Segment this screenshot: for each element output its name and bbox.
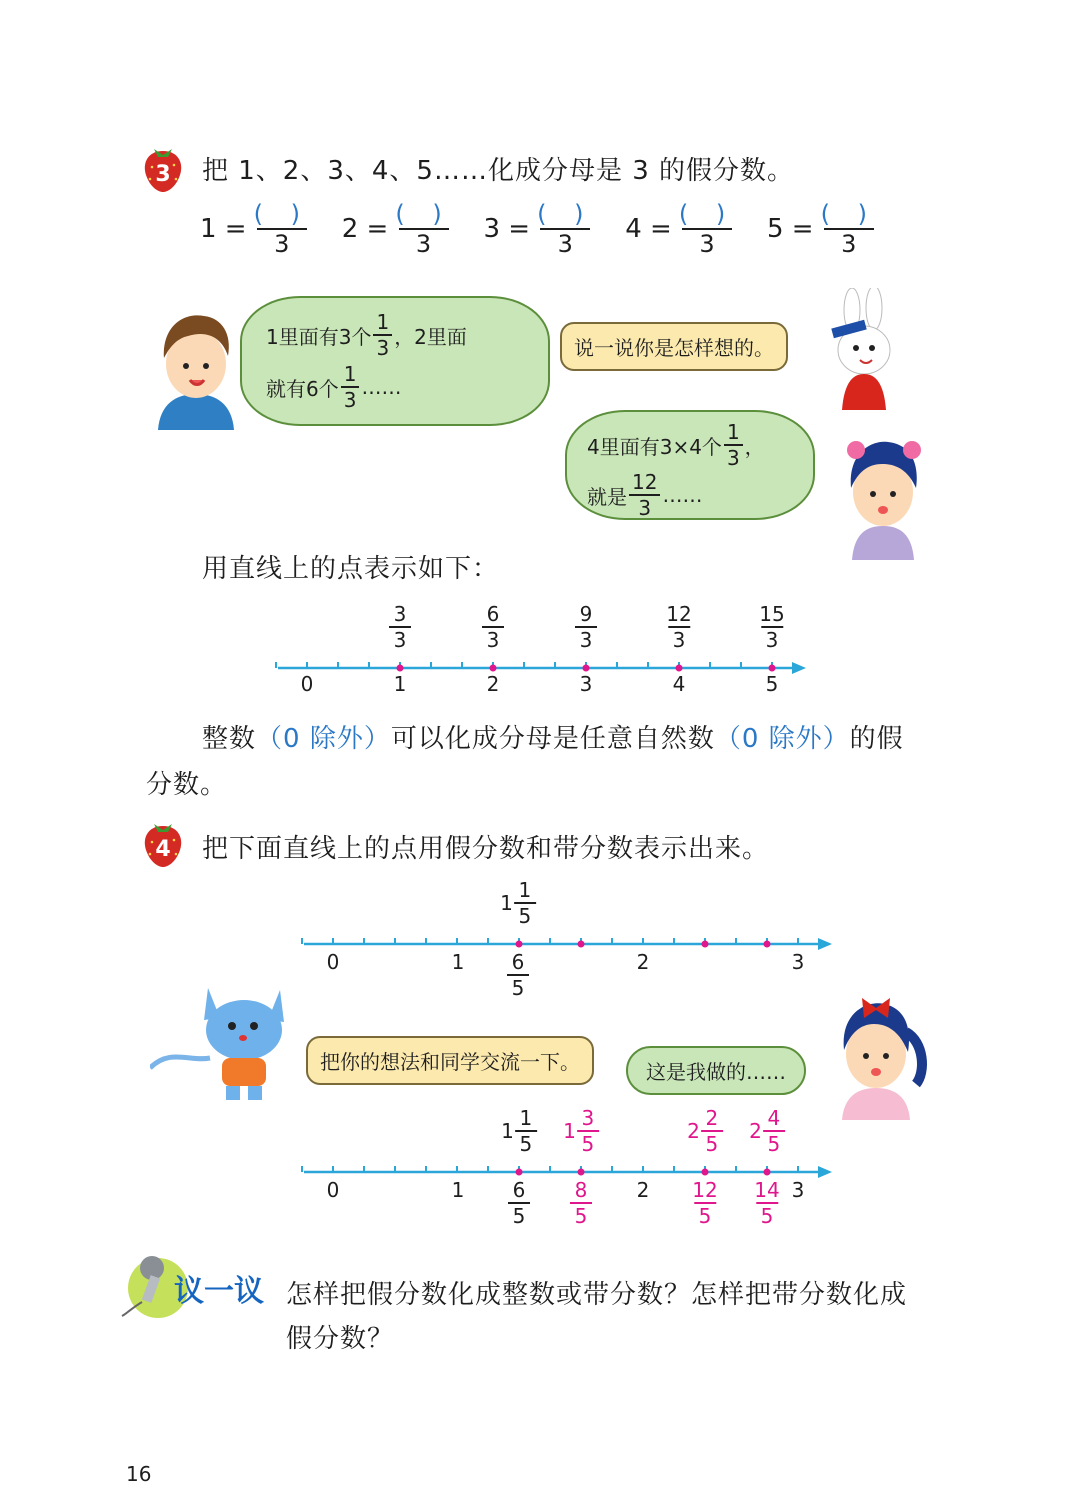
eq-fraction xyxy=(534,202,596,256)
point-marker xyxy=(676,665,683,672)
axis-svg xyxy=(270,640,830,710)
denominator: 3 xyxy=(765,628,779,652)
tick-label: 2 xyxy=(636,1178,650,1202)
strawberry-badge-3 xyxy=(140,143,186,193)
numerator: 2 xyxy=(705,1106,719,1130)
point-marker xyxy=(764,1169,771,1176)
mixed-number-label xyxy=(687,1108,723,1154)
fraction-label xyxy=(756,604,787,650)
axis-svg xyxy=(300,920,840,974)
blank-numerator[interactable]: ( ) xyxy=(395,200,452,228)
denominator: 5 xyxy=(581,1132,595,1156)
blank-numerator[interactable]: ( ) xyxy=(253,200,310,228)
numerator: 14 xyxy=(754,1178,780,1202)
numerator: 1 xyxy=(726,420,740,444)
denominator: 5 xyxy=(519,1132,533,1156)
fraction-label xyxy=(575,604,597,650)
numerator: 12 xyxy=(666,602,692,626)
tick-label: 1 xyxy=(451,1178,465,1202)
conclusion-text: 的假 xyxy=(849,724,904,754)
tick-label: 5 xyxy=(765,672,779,696)
exercise-number: 4 xyxy=(155,837,171,862)
numerator: 1 xyxy=(519,1106,533,1130)
point-marker xyxy=(490,665,497,672)
tick-label: 0 xyxy=(326,950,340,974)
denominator: 3 xyxy=(557,230,573,258)
fraction xyxy=(373,312,392,358)
boy-character xyxy=(148,308,243,430)
discuss-title: 议一议 xyxy=(174,1274,264,1309)
denominator: 3 xyxy=(343,388,357,412)
numerator: 6 xyxy=(486,602,500,626)
number-line-fifths-question xyxy=(300,880,840,1000)
point-marker xyxy=(702,1169,709,1176)
improper-fraction-label xyxy=(689,1180,720,1226)
denominator: 3 xyxy=(841,230,857,258)
denominator: 3 xyxy=(672,628,686,652)
bubble-text: …… xyxy=(361,375,402,399)
point-marker xyxy=(769,665,776,672)
whole-part: 1 xyxy=(501,1119,514,1143)
denominator: 3 xyxy=(638,496,652,520)
eq-fraction xyxy=(392,202,454,256)
point-marker xyxy=(516,941,523,948)
mixed-number-label xyxy=(500,880,536,926)
page-number: 16 xyxy=(126,1462,152,1486)
ex4-instruction: 把下面直线上的点用假分数和带分数表示出来。 xyxy=(202,834,770,864)
point-marker xyxy=(583,665,590,672)
fraction xyxy=(341,364,360,410)
conclusion-paren: （0 除外） xyxy=(714,724,850,754)
boy-speech-bubble xyxy=(240,296,550,426)
eq-lhs: 3 = xyxy=(483,214,531,244)
fraction-label xyxy=(663,604,694,650)
tick-label: 1 xyxy=(451,950,465,974)
equation xyxy=(484,202,597,256)
denominator: 3 xyxy=(579,628,593,652)
fraction xyxy=(724,422,743,468)
bubble-text: 1里面有3个 xyxy=(266,324,372,349)
denominator: 3 xyxy=(393,628,407,652)
mixed-number-label xyxy=(563,1108,599,1154)
point-marker xyxy=(764,941,771,948)
eq-fraction xyxy=(676,202,738,256)
conclusion-text: 整数 xyxy=(202,724,257,754)
improper-fraction-label xyxy=(751,1180,782,1226)
numerator: 9 xyxy=(579,602,593,626)
improper-fraction-label xyxy=(570,1180,592,1226)
cat-speech-bubble: 把你的想法和同学交流一下。 xyxy=(306,1036,594,1085)
numerator: 3 xyxy=(581,1106,595,1130)
improper-fraction-label xyxy=(508,1180,530,1226)
line-intro: 用直线上的点表示如下： xyxy=(202,554,500,584)
conclusion-paren: （0 除外） xyxy=(256,724,391,754)
numerator: 12 xyxy=(692,1178,718,1202)
ex3-equations xyxy=(200,202,880,256)
fraction-label xyxy=(389,604,411,650)
mixed-number-label xyxy=(749,1108,785,1154)
bubble-text: ，2里面 xyxy=(394,324,467,349)
strawberry-badge-4 xyxy=(140,818,186,868)
denominator: 5 xyxy=(518,904,532,928)
numerator: 1 xyxy=(518,878,532,902)
denominator: 5 xyxy=(767,1132,781,1156)
whole-part: 1 xyxy=(563,1119,576,1143)
denominator: 5 xyxy=(574,1204,588,1228)
ex3-instruction: 把 1、2、3、4、5……化成分母是 3 的假分数。 xyxy=(202,156,795,186)
denominator: 3 xyxy=(415,230,432,258)
rabbit-speech-bubble: 说一说你是怎样想的。 xyxy=(560,322,788,371)
eq-lhs: 2 = xyxy=(341,214,389,244)
numerator: 1 xyxy=(376,310,390,334)
tick-label: 3 xyxy=(791,1178,805,1202)
girl2-character xyxy=(828,992,928,1120)
fraction-label xyxy=(482,604,504,650)
tick-label: 3 xyxy=(579,672,593,696)
cat-character xyxy=(150,978,300,1103)
conclusion xyxy=(202,718,962,755)
eq-lhs: 1 = xyxy=(200,214,247,244)
improper-fraction-label xyxy=(507,952,529,998)
eq-fraction xyxy=(251,202,313,256)
whole-part: 1 xyxy=(500,891,513,915)
equation xyxy=(767,202,880,256)
conclusion-text: 可以化成分母是任意自然数 xyxy=(390,724,715,754)
numerator: 4 xyxy=(767,1106,781,1130)
mixed-number-label xyxy=(501,1108,537,1154)
tick-label: 2 xyxy=(486,672,500,696)
tick-label: 1 xyxy=(393,672,407,696)
bubble-text: …… xyxy=(662,483,703,507)
denominator: 3 xyxy=(376,336,390,360)
rabbit-character xyxy=(822,288,902,410)
bubble-text: 就是 xyxy=(587,484,627,509)
strawberry-icon xyxy=(140,818,186,868)
denominator: 5 xyxy=(698,1204,712,1228)
tick-label: 0 xyxy=(326,1178,340,1202)
denominator: 5 xyxy=(760,1204,774,1228)
numerator: 6 xyxy=(512,1178,526,1202)
tick-label: 3 xyxy=(791,950,805,974)
discuss-line1: 怎样把假分数化成整数或带分数？怎样把带分数化成 xyxy=(286,1280,908,1310)
number-line-fifths-answer xyxy=(300,1108,840,1228)
point-marker xyxy=(397,665,404,672)
numerator: 15 xyxy=(759,602,785,626)
discuss-line2: 假分数？ xyxy=(286,1324,395,1354)
denominator: 3 xyxy=(726,446,740,470)
eq-fraction xyxy=(818,202,880,256)
point-marker xyxy=(578,941,585,948)
bubble-text: 4里面有3×4个 xyxy=(587,434,722,459)
bubble-text: ， xyxy=(744,434,765,459)
denominator: 5 xyxy=(512,1204,526,1228)
numerator: 3 xyxy=(393,602,407,626)
strawberry-icon xyxy=(140,143,186,193)
girl2-speech-bubble: 这是我做的…… xyxy=(626,1046,806,1095)
denominator: 5 xyxy=(511,976,525,1000)
numerator: 8 xyxy=(574,1178,588,1202)
number-line-wholes xyxy=(270,600,830,700)
girl-character xyxy=(838,430,928,560)
denominator: 5 xyxy=(705,1132,719,1156)
fraction xyxy=(629,472,660,518)
denominator: 3 xyxy=(486,628,500,652)
denominator: 3 xyxy=(699,230,715,258)
equation xyxy=(342,202,455,256)
girl-speech-bubble xyxy=(565,410,815,520)
numerator: 1 xyxy=(343,362,357,386)
tick-label: 0 xyxy=(300,672,314,696)
equation xyxy=(200,202,313,256)
point-marker xyxy=(516,1169,523,1176)
eq-lhs: 4 = xyxy=(625,214,672,244)
tick-label: 4 xyxy=(672,672,686,696)
point-marker xyxy=(702,941,709,948)
tick-label: 2 xyxy=(636,950,650,974)
whole-part: 2 xyxy=(687,1119,700,1143)
point-marker xyxy=(578,1169,585,1176)
numerator: 6 xyxy=(511,950,525,974)
discuss-badge xyxy=(118,1248,288,1318)
eq-lhs: 5 = xyxy=(767,214,814,244)
denominator: 3 xyxy=(274,230,290,258)
numerator: 12 xyxy=(632,470,658,494)
bubble-text: 就有6个 xyxy=(266,376,339,401)
equation xyxy=(625,202,738,256)
conclusion-line2: 分数。 xyxy=(146,770,228,800)
whole-part: 2 xyxy=(749,1119,762,1143)
blank-numerator[interactable]: ( ) xyxy=(537,200,594,228)
exercise-number: 3 xyxy=(155,162,171,187)
blank-numerator[interactable]: ( ) xyxy=(820,200,877,228)
blank-numerator[interactable]: ( ) xyxy=(678,200,736,228)
